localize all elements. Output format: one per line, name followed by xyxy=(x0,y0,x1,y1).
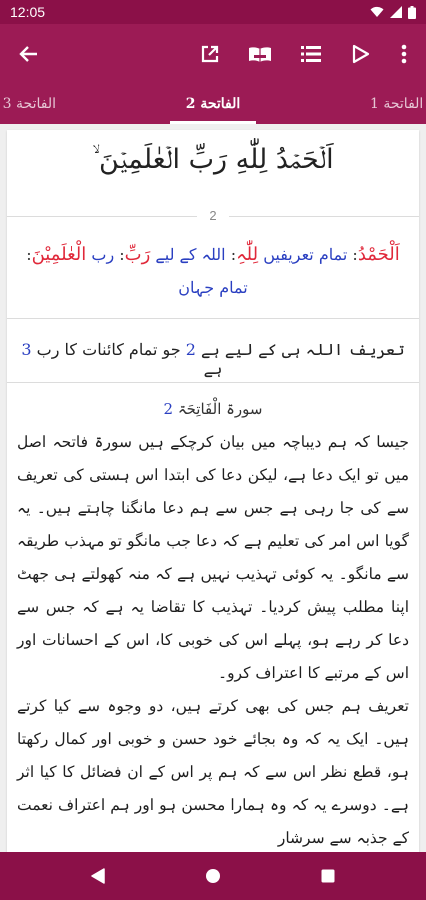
nav-recents-button[interactable] xyxy=(308,856,348,896)
wbw-word: اَلْحَمْدُ: تمام تعریفیں xyxy=(263,244,400,265)
list-icon xyxy=(301,45,321,63)
status-bar xyxy=(0,0,426,24)
more-vertical-icon xyxy=(401,44,407,64)
tab-indicator xyxy=(170,121,256,124)
more-options-button[interactable] xyxy=(384,34,424,74)
tafsir-heading-number: 2 xyxy=(163,400,174,418)
verse-tabs xyxy=(0,84,426,124)
back-button[interactable] xyxy=(9,34,49,74)
signal-icon xyxy=(390,6,402,18)
tafsir-body xyxy=(17,426,409,852)
battery-icon xyxy=(408,6,416,19)
square-recents-icon xyxy=(321,869,335,883)
verse-number: 2 xyxy=(197,208,229,223)
word-by-word-translation xyxy=(17,238,409,304)
translation-divider xyxy=(7,318,419,319)
footnote-ref[interactable]: 3 xyxy=(21,340,32,359)
wbw-urdu: تمام جہان xyxy=(178,278,248,297)
wbw-word: الْعٰلَمِیْنَ: تمام جہان xyxy=(26,244,248,297)
wbw-arabic: رَبِّ xyxy=(124,244,151,265)
circle-home-icon xyxy=(205,868,221,884)
wbw-arabic: اَلْحَمْدُ xyxy=(357,244,400,265)
tab-label: الفاتحة 2 xyxy=(185,96,241,112)
nav-back-button[interactable] xyxy=(78,856,118,896)
book-icon xyxy=(248,44,272,64)
nav-home-button[interactable] xyxy=(193,856,233,896)
wbw-urdu: رب xyxy=(91,245,115,264)
tab-verse-3[interactable] xyxy=(0,84,56,124)
tab-verse-1[interactable] xyxy=(370,84,426,124)
app-toolbar xyxy=(0,24,426,84)
translation-text: تعریف اللہ ہی کے لیے ہے xyxy=(201,340,405,359)
tafsir-paragraph: تعریف ہم جس کی بھی کرتے ہیں، دو وجوہ سے کیا کرتے ہیں۔ ایک یہ کہ وہ بجائے خود حسن و خوبی اور کمال رکھتا ہو، قطع نظر اس سے کہ ہم پر اس کے ان فضائل کا کیا اثر ہے۔ دوسرے یہ کہ وہ ہمارا محسن ہو اور ہم اعتراف نعمت کے جذبہ سے سرشار xyxy=(17,697,409,847)
wbw-arabic: الْعٰلَمِیْنَ xyxy=(31,244,87,265)
reading-mode-button[interactable] xyxy=(240,34,280,74)
footnote-ref[interactable]: 2 xyxy=(185,340,196,359)
urdu-translation xyxy=(17,340,409,378)
translation-text: ہے xyxy=(203,359,223,378)
wbw-word: رَبِّ: رب xyxy=(91,244,151,265)
play-icon xyxy=(352,44,370,64)
tafsir-paragraph: جیسا کہ ہم دیباچہ میں بیان کرچکے ہیں سورۃ فاتحہ اصل میں تو ایک دعا ہے، لیکن دعا کی ابتدا اس ہستی کی تعریف سے کی جا رہی ہے جس سے ہم دعا مانگنا چاہتے ہیں۔ یہ گویا اس امر کی تعلیم ہے کہ دعا جب مانگو تو مہذب طریقہ سے مانگو۔ یہ کوئی تہذیب نہیں ہے کہ منہ کھولتے ہی جھٹ اپنا مطلب پیش کردیا۔ تہذیب کا تقاضا یہ ہے کہ جس سے دعا کر رہے ہو، پہلے اس کی خوبی کا، اس کے احسانات اور اس کے مرتبے کا اعتراف کرو۔ xyxy=(17,433,409,682)
tab-verse-2[interactable] xyxy=(170,84,256,124)
triangle-back-icon xyxy=(91,868,105,884)
list-button[interactable] xyxy=(291,34,331,74)
wifi-icon xyxy=(370,6,384,18)
play-button[interactable] xyxy=(341,34,381,74)
system-nav-bar xyxy=(0,852,426,900)
wbw-arabic: لِلّٰہِ xyxy=(236,244,259,265)
translation-text: جو تمام کائنات کا رب xyxy=(36,340,181,359)
arrow-left-icon xyxy=(19,44,39,64)
wbw-urdu: تمام تعریفیں xyxy=(263,245,348,264)
share-button[interactable] xyxy=(190,34,230,74)
tab-label: الفاتحة 3 xyxy=(2,96,56,112)
wbw-urdu: اللہ کے لیے xyxy=(155,245,226,264)
wbw-word: لِلّٰہِ: اللہ کے لیے xyxy=(155,244,259,265)
tafsir-divider xyxy=(7,382,419,383)
status-time: 12:05 xyxy=(10,4,46,20)
arabic-verse-text: اَلۡحَمۡدُ لِلّٰهِ رَبِّ الۡعٰلَمِيۡنَ ۙ xyxy=(92,144,334,175)
tafsir-heading-text: سورۃ الْفَاتِحَۃ xyxy=(177,400,263,418)
tab-label: الفاتحة 1 xyxy=(370,96,424,112)
tafsir-heading xyxy=(7,400,419,418)
open-external-icon xyxy=(200,44,220,64)
status-icons xyxy=(370,6,416,19)
verse-card xyxy=(7,130,419,852)
